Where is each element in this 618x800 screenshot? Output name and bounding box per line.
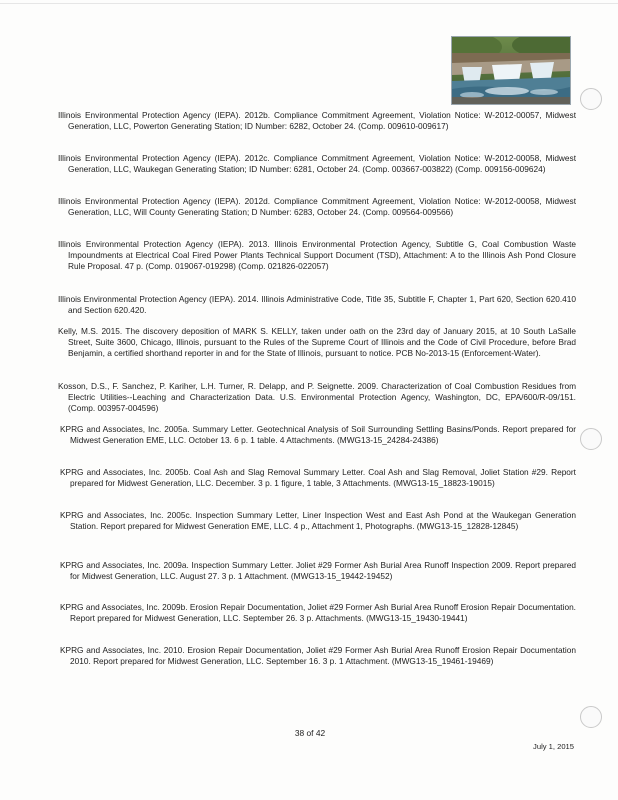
reference-entry: Illinois Environmental Protection Agency (IEPA). 2012b. Compliance Commitment Agreement, Violation Notice: W-2012-00057, Midwest Generation, LLC, Powerton Generating Station; ID Number: 6282, October 24. (Comp. 009610-009617) — [58, 110, 576, 132]
reference-entry: Illinois Environmental Protection Agency (IEPA). 2013. Illinois Environmental Protection Agency, Subtitle G, Coal Combustion Waste Impoundments at Electrical Coal Fired Power Plants Technical Support Document (TSD), Attachment: A to the Illinois Ash Pond Closure Rule Proposal. 47 p. (Comp. 019067-019298) (Comp. 021826-022057) — [58, 239, 576, 272]
reference-entry: Illinois Environmental Protection Agency (IEPA). 2012d. Compliance Commitment Agreement, Violation Notice: W-2012-00058, Midwest Generation, LLC, Will County Generating Station; D Number: 6283, October 24. (Comp. 009564-009566) — [58, 196, 576, 218]
reference-entry: KPRG and Associates, Inc. 2005a. Summary Letter. Geotechnical Analysis of Soil Surrounding Settling Basins/Ponds. Report prepared for Midwest Generation EME, LLC. October 13. 6 p. 1 table. 4 Attachments. (MWG13-15_24284-24386) — [60, 424, 576, 446]
reference-entry: KPRG and Associates, Inc. 2010. Erosion Repair Documentation, Joliet #29 Former Ash Burial Area Runoff Erosion Repair Documentation 2010. Report prepared for Midwest Generation, LLC. September 16. 3 p. 1 Attachment. (MWG13-15_19461-19469) — [60, 645, 576, 667]
reference-entry: Kelly, M.S. 2015. The discovery deposition of MARK S. KELLY, taken under oath on the 23rd day of January 2015, at 10 South LaSalle Street, Suite 3600, Chicago, Illinois, pursuant to the Rules of the Supreme Court of Illinois and the Code of Civil Procedure, before Brad Benjamin, a certified shorthand reporter in and for the State of Illinois, pursuant to notice. PCB No-2013-15 (Enforcement-Water). — [58, 326, 576, 359]
reference-entry: KPRG and Associates, Inc. 2009b. Erosion Repair Documentation, Joliet #29 Former Ash Burial Area Runoff Erosion Repair Documentation. Report prepared for Midwest Generation, LLC. September 26. 3 p. Attachments. (MWG13-15_19430-19441) — [60, 602, 576, 624]
document-date: July 1, 2015 — [533, 742, 574, 751]
reference-entry: KPRG and Associates, Inc. 2005b. Coal Ash and Slag Removal Summary Letter. Coal Ash and Slag Removal, Joliet Station #29. Report prepared for Midwest Generation, LLC. December. 3 p. 1 figure, 1 table, 3 Attachments. (MWG13-15_18823-19015) — [60, 467, 576, 489]
reference-entry: Illinois Environmental Protection Agency (IEPA). 2014. Illinois Administrative Code, Title 35, Subtitle F, Chapter 1, Part 620, Section 620.410 and Section 620.420. — [58, 294, 576, 316]
reference-entry: KPRG and Associates, Inc. 2005c. Inspection Summary Letter, Liner Inspection West and East Ash Pond at the Waukegan Generation Station. Report prepared for Midwest Generation EME, LLC. 4 p., Attachment 1, Photographs. (MWG13-15_12828-12845) — [60, 510, 576, 532]
reference-entry: Kosson, D.S., F. Sanchez, P. Kariher, L.H. Turner, R. Delapp, and P. Seignette. 2009. Characterization of Coal Combustion Residues from Electric Utilities--Leaching and Characterization Data. U.S. Environmental Protection Agency, Washington, DC, EPA/600/R-09/151. (Comp. 003957-004596) — [58, 381, 576, 414]
reference-entry: Illinois Environmental Protection Agency (IEPA). 2012c. Compliance Commitment Agreement, Violation Notice: W-2012-00058, Midwest Generation, LLC, Waukegan Generating Station; ID Number: 6281, October 24. (Comp. 003667-003822) (Comp. 009156-009624) — [58, 153, 576, 175]
page-number: 38 of 42 — [294, 728, 326, 738]
reference-entry: KPRG and Associates, Inc. 2009a. Inspection Summary Letter. Joliet #29 Former Ash Burial Area Runoff Inspection 2009. Report prepared for Midwest Generation, LLC. August 27. 3 p. 1 Attachment. (MWG13-15_19442-19452) — [60, 560, 576, 582]
